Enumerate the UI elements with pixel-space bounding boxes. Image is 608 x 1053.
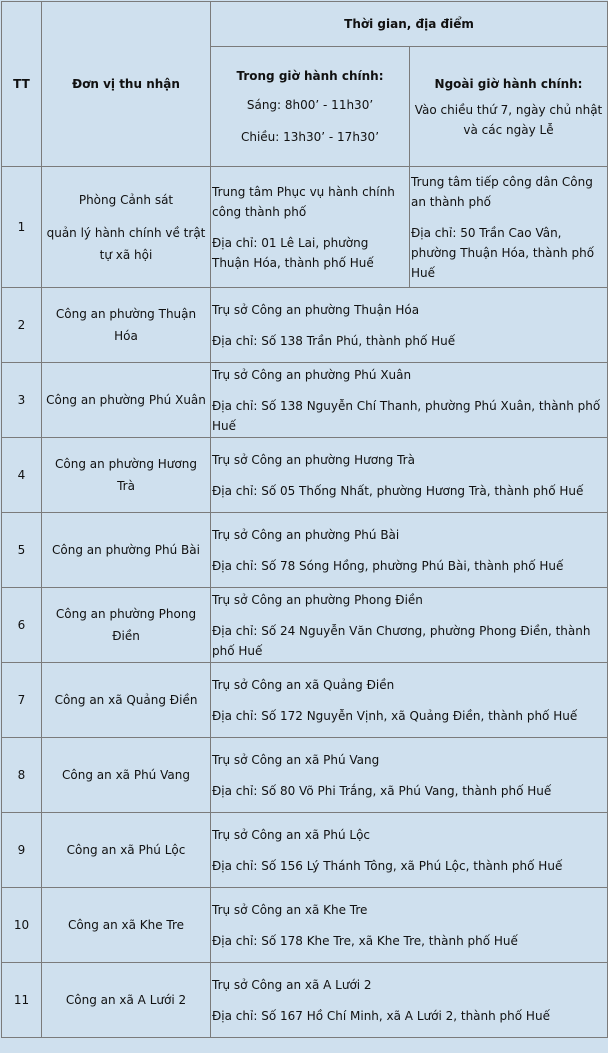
- row-unit: Công an xã Phú Lộc: [42, 813, 211, 888]
- row-location: [211, 588, 608, 663]
- row-tt: 7: [2, 663, 42, 738]
- location-place: Trụ sở Công an phường Phú Bài: [212, 527, 400, 542]
- table-row: [2, 963, 608, 1038]
- table-row: [2, 363, 608, 438]
- receiving-units-table: [1, 1, 608, 1038]
- row-unit: Công an phường Phú Bài: [42, 513, 211, 588]
- row-location: [211, 963, 608, 1038]
- location-place: Trụ sở Công an phường Hương Trà: [212, 452, 415, 467]
- row-tt: 3: [2, 363, 42, 438]
- row-tt: 10: [2, 888, 42, 963]
- header-don-vi: Đơn vị thu nhận: [42, 2, 211, 167]
- table-row: [2, 167, 608, 288]
- row-tt: 1: [2, 167, 42, 288]
- table-row: [2, 588, 608, 663]
- location-place: Trụ sở Công an phường Phú Xuân: [212, 367, 412, 382]
- location-address: Địa chỉ: Số 138 Trần Phú, thành phố Huế: [212, 333, 456, 348]
- trong-gio-chieu: Chiều: 13h30’ - 17h30’: [240, 130, 380, 144]
- ngoai-gio-title: Ngoài giờ hành chính:: [434, 76, 583, 91]
- row-location: [211, 888, 608, 963]
- row-location: [211, 663, 608, 738]
- table-row: [2, 513, 608, 588]
- row-tt: 11: [2, 963, 42, 1038]
- location-address: Địa chỉ: Số 167 Hồ Chí Minh, xã A Lưới 2, thành phố Huế: [212, 1008, 550, 1023]
- row-trong-gio: [211, 167, 410, 288]
- row-location: [211, 813, 608, 888]
- row-location: [211, 738, 608, 813]
- unit-line-2: quản lý hành chính về trật tự xã hội: [46, 225, 206, 262]
- row-location: [211, 363, 608, 438]
- header-ngoai-gio: [410, 47, 608, 167]
- table-row: [2, 738, 608, 813]
- location-address: Địa chỉ: Số 156 Lý Thánh Tông, xã Phú Lộc, thành phố Huế: [212, 858, 563, 873]
- location-address: Địa chỉ: Số 78 Sóng Hồng, phường Phú Bài, thành phố Huế: [212, 558, 564, 573]
- trong-place: Trung tâm Phục vụ hành chính công thành phố: [212, 184, 395, 219]
- location-address: Địa chỉ: Số 172 Nguyễn Vịnh, xã Quảng Điền, thành phố Huế: [212, 708, 578, 723]
- table-row: [2, 663, 608, 738]
- table-row: [2, 813, 608, 888]
- row-unit: Công an xã A Lưới 2: [42, 963, 211, 1038]
- row-tt: 4: [2, 438, 42, 513]
- table-row: [2, 888, 608, 963]
- row-location: [211, 513, 608, 588]
- location-address: Địa chỉ: Số 178 Khe Tre, xã Khe Tre, thành phố Huế: [212, 933, 518, 948]
- row-tt: 2: [2, 288, 42, 363]
- row-location: [211, 438, 608, 513]
- row-tt: 9: [2, 813, 42, 888]
- location-place: Trụ sở Công an xã Quảng Điền: [212, 677, 395, 692]
- row-tt: 6: [2, 588, 42, 663]
- location-address: Địa chỉ: Số 24 Nguyễn Văn Chương, phường Phong Điền, thành phố Huế: [212, 623, 591, 658]
- row-tt: 8: [2, 738, 42, 813]
- row-unit: Công an xã Quảng Điền: [42, 663, 211, 738]
- trong-gio-title: Trong giờ hành chính:: [236, 69, 384, 83]
- ngoai-gio-desc: Vào chiều thứ 7, ngày chủ nhật và các ngày Lễ: [414, 102, 603, 137]
- table-row: [2, 288, 608, 363]
- row-tt: 5: [2, 513, 42, 588]
- location-address: Địa chỉ: Số 80 Võ Phi Trắng, xã Phú Vang, thành phố Huế: [212, 783, 552, 798]
- ngoai-place: Trung tâm tiếp công dân Công an thành phố: [411, 174, 593, 209]
- ngoai-address: Địa chỉ: 50 Trần Cao Vân, phường Thuận Hóa, thành phố Huế: [411, 225, 595, 280]
- row-unit: Công an phường Hương Trà: [42, 438, 211, 513]
- location-place: Trụ sở Công an xã Khe Tre: [212, 902, 368, 917]
- location-place: Trụ sở Công an xã Phú Vang: [212, 752, 380, 767]
- header-trong-gio: [211, 47, 410, 167]
- row-unit: Công an xã Phú Vang: [42, 738, 211, 813]
- location-place: Trụ sở Công an phường Phong Điền: [212, 592, 423, 607]
- unit-line-1: Phòng Cảnh sát: [78, 192, 174, 207]
- table-row: [2, 438, 608, 513]
- row-unit: Công an phường Phong Điền: [42, 588, 211, 663]
- row-location: [211, 288, 608, 363]
- location-place: Trụ sở Công an xã A Lưới 2: [212, 977, 372, 992]
- location-place: Trụ sở Công an xã Phú Lộc: [212, 827, 371, 842]
- row-unit: Công an phường Phú Xuân: [42, 363, 211, 438]
- header-tt: TT: [2, 2, 42, 167]
- header-thoi-gian: Thời gian, địa điểm: [211, 2, 608, 47]
- location-address: Địa chỉ: Số 138 Nguyễn Chí Thanh, phường Phú Xuân, thành phố Huế: [212, 398, 601, 433]
- row-ngoai-gio: [410, 167, 608, 288]
- location-place: Trụ sở Công an phường Thuận Hóa: [212, 302, 420, 317]
- row-unit: Công an phường Thuận Hóa: [42, 288, 211, 363]
- trong-gio-sang: Sáng: 8h00’ - 11h30’: [246, 98, 374, 112]
- row-unit: [42, 167, 211, 288]
- row-unit: Công an xã Khe Tre: [42, 888, 211, 963]
- location-address: Địa chỉ: Số 05 Thống Nhất, phường Hương Trà, thành phố Huế: [212, 483, 584, 498]
- trong-address: Địa chỉ: 01 Lê Lai, phường Thuận Hóa, thành phố Huế: [212, 235, 374, 270]
